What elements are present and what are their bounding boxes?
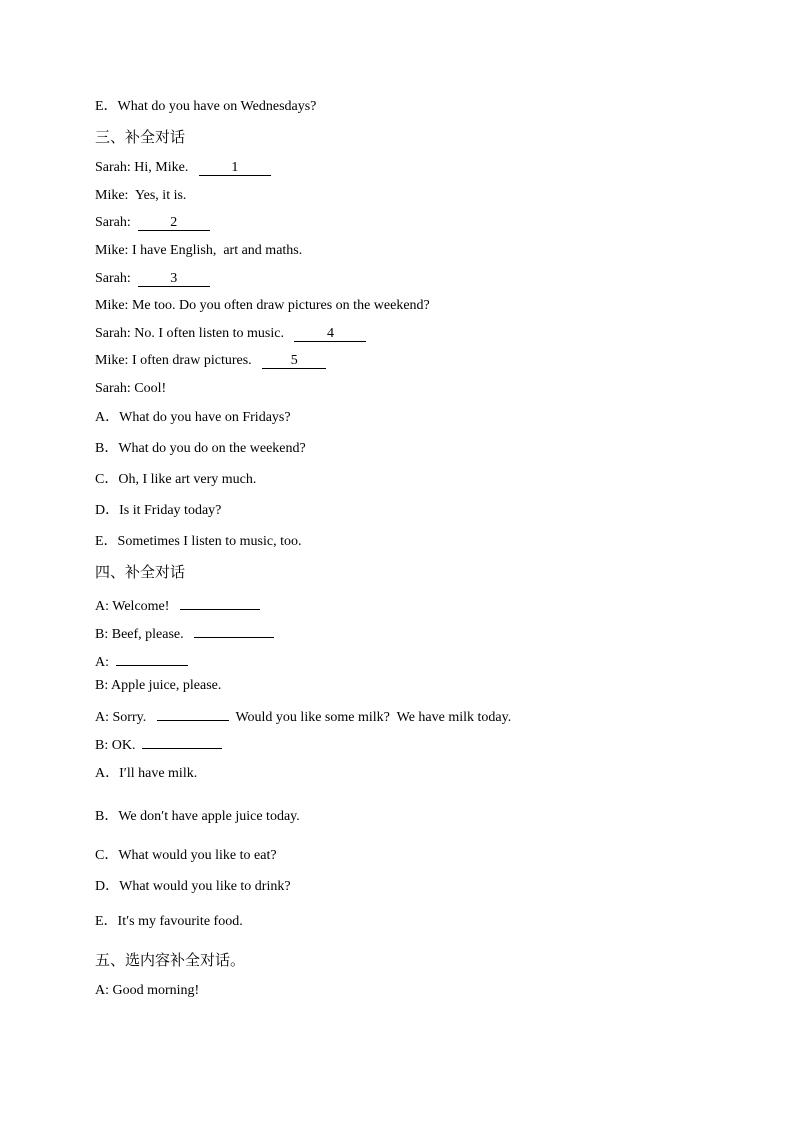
answer-blank[interactable]: 1 <box>199 160 271 176</box>
speaker: Mike: <box>95 188 129 203</box>
dialogue-line <box>95 705 511 727</box>
answer-blank[interactable]: 5 <box>262 353 326 369</box>
dialogue-line <box>95 297 430 315</box>
dialogue-line <box>95 352 326 370</box>
speaker: B: <box>95 738 109 753</box>
line-text: Beef, please. <box>111 627 184 642</box>
line-text: OK. <box>111 738 136 753</box>
dialogue-line <box>95 677 221 695</box>
speaker: Mike: <box>95 243 129 258</box>
section-heading: 五、选内容补全对话。 <box>95 951 246 969</box>
option-line: C．Oh, I like art very much. <box>95 472 257 487</box>
line-text: Apple juice, please. <box>110 678 222 693</box>
dialogue-line <box>95 325 366 343</box>
speaker: Mike: <box>95 353 129 368</box>
answer-blank[interactable]: 4 <box>294 326 366 342</box>
speaker: Sarah: <box>95 160 131 175</box>
option-line: E．It′s my favourite food. <box>95 914 243 929</box>
speaker: Sarah: <box>95 381 131 396</box>
dialogue-line <box>95 622 274 644</box>
speaker: Sarah: <box>95 271 131 286</box>
speaker: A: <box>95 710 109 725</box>
dialogue-line <box>95 650 188 672</box>
option-line: A．I′ll have milk. <box>95 766 198 781</box>
line-text: Cool! <box>134 381 167 396</box>
option-line: D．Is it Friday today? <box>95 503 222 518</box>
option-line: E．Sometimes I listen to music, too. <box>95 534 302 549</box>
line-text: Sorry. <box>112 710 147 725</box>
dialogue-line <box>95 187 186 205</box>
line-text: Yes, it is. <box>134 188 187 203</box>
answer-blank[interactable] <box>180 594 260 610</box>
dialogue-line <box>95 214 210 232</box>
answer-blank[interactable] <box>194 622 274 638</box>
speaker: A: <box>95 599 109 614</box>
option-line: B．What do you do on the weekend? <box>95 441 306 456</box>
answer-blank[interactable]: 3 <box>138 271 210 287</box>
dialogue-line <box>95 270 210 288</box>
line-text: No. I often listen to music. <box>134 326 284 341</box>
line-text: I often draw pictures. <box>131 353 252 368</box>
line-text: Welcome! <box>112 599 170 614</box>
line-text: I have English, art and maths. <box>131 243 303 258</box>
dialogue-line <box>95 159 271 177</box>
answer-blank[interactable]: 2 <box>138 215 210 231</box>
speaker: Sarah: <box>95 215 131 230</box>
option-line: E．What do you have on Wednesdays? <box>95 99 317 114</box>
speaker: B: <box>95 627 109 642</box>
dialogue-line <box>95 380 166 398</box>
answer-blank[interactable] <box>157 705 229 721</box>
dialogue-line <box>95 733 222 755</box>
dialogue-line <box>95 594 260 616</box>
answer-blank[interactable] <box>142 733 222 749</box>
answer-blank[interactable] <box>116 650 188 666</box>
dialogue-line: A: Good morning! <box>95 983 200 998</box>
speaker: Mike: <box>95 298 129 313</box>
line-text-after: Would you like some milk? We have milk today. <box>235 710 512 725</box>
line-text: Hi, Mike. <box>134 160 189 175</box>
section-heading: 四、补全对话 <box>95 563 186 581</box>
dialogue-line <box>95 242 302 260</box>
speaker: B: <box>95 678 109 693</box>
option-line: D．What would you like to drink? <box>95 879 291 894</box>
option-line: C．What would you like to eat? <box>95 848 277 863</box>
speaker: Sarah: <box>95 326 131 341</box>
option-line: B．We don′t have apple juice today. <box>95 809 300 824</box>
option-line: A．What do you have on Fridays? <box>95 410 291 425</box>
section-heading: 三、补全对话 <box>95 128 186 146</box>
speaker: A: <box>95 655 109 670</box>
line-text: Me too. Do you often draw pictures on the weekend? <box>131 298 430 313</box>
